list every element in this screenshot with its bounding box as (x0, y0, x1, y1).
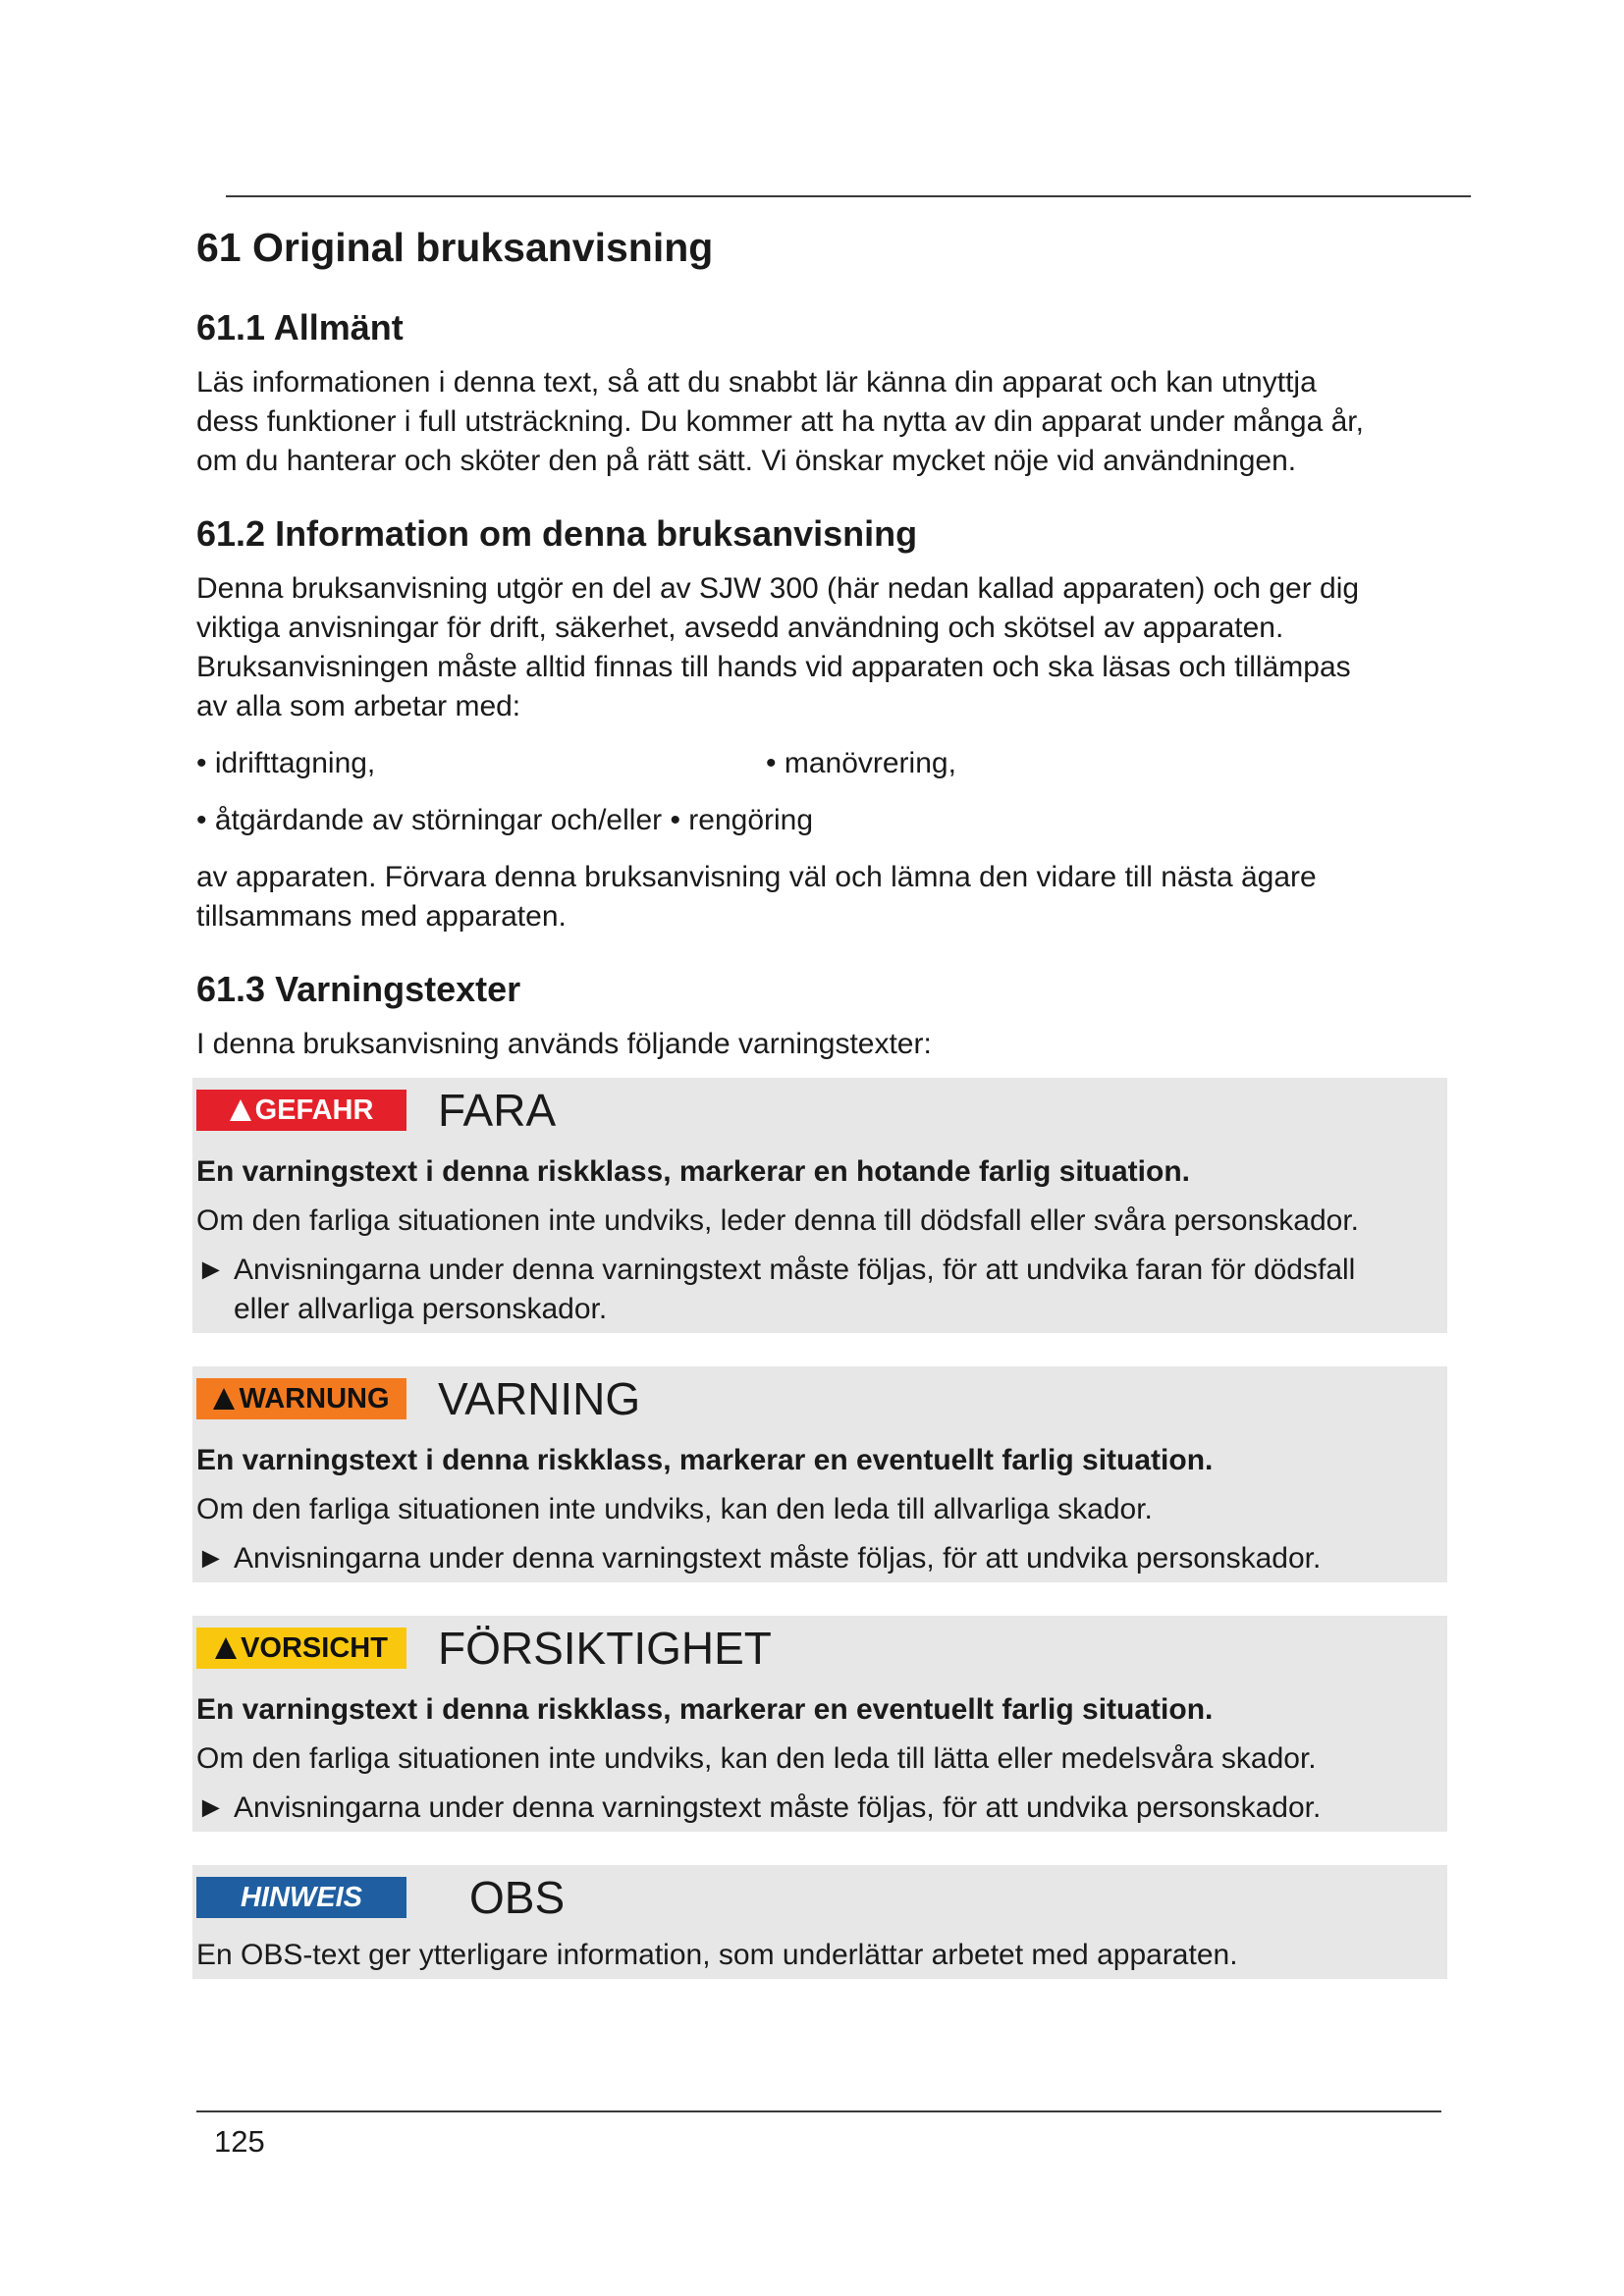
arrow-right-icon: ► (196, 1542, 226, 1575)
warning-box-caution (192, 1616, 1447, 1832)
warning-badge (196, 1378, 406, 1419)
arrow-right-icon: ► (196, 1254, 226, 1286)
caution-badge-label: VORSICHT (241, 1631, 388, 1664)
danger-step (196, 1251, 1447, 1329)
header-rule (226, 195, 1471, 197)
warning-badge-label: WARNUNG (239, 1382, 390, 1415)
warning-triangle-icon (215, 1637, 237, 1659)
bullet-item: • åtgärdande av störningar och/eller • rengöring (196, 804, 814, 836)
caution-step-text: Anvisningarna under denna varningstext måste följas, för att undvika personskador. (234, 1791, 1322, 1824)
general-paragraph (196, 363, 1443, 481)
bullet-list (196, 744, 1443, 840)
danger-bold-text: En varningstext i denna riskklass, markerar en hotande farlig situation. (196, 1155, 1190, 1188)
general-line: Läs informationen i denna text, så att du snabbt lär känna din apparat och kan utnyttja (196, 366, 1317, 399)
page-content (196, 218, 1443, 1979)
footer-rule (196, 2110, 1441, 2112)
warning-bold-text: En varningstext i denna riskklass, markerar en eventuellt farlig situation. (196, 1444, 1214, 1476)
about-paragraph (196, 569, 1443, 726)
section-title-general: 61.1 Allmänt (196, 307, 404, 347)
bullet-item: • manövrering, (766, 747, 956, 779)
warning-text: Om den farliga situationen inte undviks, kan den leda till allvarliga skador. (196, 1493, 1153, 1525)
about-after-line: av apparaten. Förvara denna bruksanvisning väl och lämna den vidare till nästa ägare (196, 861, 1317, 893)
caution-title: FÖRSIKTIGHET (438, 1623, 772, 1674)
notice-title: OBS (469, 1872, 566, 1923)
warning-title: VARNING (438, 1373, 641, 1424)
about-line: av alla som arbetar med: (196, 690, 521, 722)
section-title-about: 61.2 Information om denna bruksanvisning (196, 513, 918, 554)
notice-badge (196, 1877, 406, 1918)
caution-step (196, 1789, 1447, 1828)
danger-title: FARA (438, 1085, 557, 1136)
warning-box-danger (192, 1078, 1447, 1333)
notice-text: En OBS-text ger ytterligare information, som underlättar arbetet med apparaten. (196, 1939, 1238, 1971)
warning-step-text: Anvisningarna under denna varningstext måste följas, för att undvika personskador. (234, 1542, 1322, 1575)
warning-box-notice (192, 1865, 1447, 1979)
page-number: 125 (214, 2124, 265, 2159)
warning-triangle-icon (230, 1099, 251, 1121)
danger-step-line: Anvisningarna under denna varningstext måste följas, för att undvika faran för dödsfall (234, 1254, 1356, 1286)
caution-badge (196, 1628, 406, 1669)
warning-triangle-icon (213, 1388, 235, 1410)
about-line: viktiga anvisningar för drift, säkerhet, avsedd användning och skötsel av apparaten. (196, 612, 1284, 644)
general-line: dess funktioner i full utsträckning. Du kommer att ha nytta av din apparat under många år, (196, 405, 1364, 438)
bullet-item (766, 801, 1443, 840)
warnings-intro: I denna bruksanvisning används följande varningstexter: (196, 1028, 932, 1060)
about-line: Denna bruksanvisning utgör en del av SJW 300 (här nedan kallad apparaten) och ger dig (196, 572, 1360, 605)
about-line: Bruksanvisningen måste alltid finnas till hands vid apparaten och ska läsas och tillämpas (196, 651, 1351, 683)
caution-bold-text: En varningstext i denna riskklass, markerar en eventuellt farlig situation. (196, 1693, 1214, 1726)
section-title-warnings: 61.3 Varningstexter (196, 969, 521, 1009)
warning-step (196, 1539, 1447, 1578)
bullet-item: • idrifttagning, (196, 747, 376, 779)
danger-badge (196, 1090, 406, 1131)
general-line: om du hanterar och sköter den på rätt sätt. Vi önskar mycket nöje vid användningen. (196, 445, 1297, 477)
warning-box-warning (192, 1366, 1447, 1582)
danger-text: Om den farliga situationen inte undviks, leder denna till dödsfall eller svåra personskador. (196, 1204, 1360, 1237)
danger-badge-label: GEFAHR (254, 1094, 374, 1126)
about-after-line: tillsammans med apparaten. (196, 900, 567, 933)
danger-step-line: eller allvarliga personskador. (234, 1293, 608, 1325)
notice-badge-label: HINWEIS (240, 1881, 363, 1913)
caution-text: Om den farliga situationen inte undviks, kan den leda till lätta eller medelsvåra skador. (196, 1742, 1317, 1775)
chapter-title: 61 Original bruksanvisning (196, 225, 714, 270)
arrow-right-icon: ► (196, 1791, 226, 1824)
about-after-paragraph (196, 858, 1443, 936)
